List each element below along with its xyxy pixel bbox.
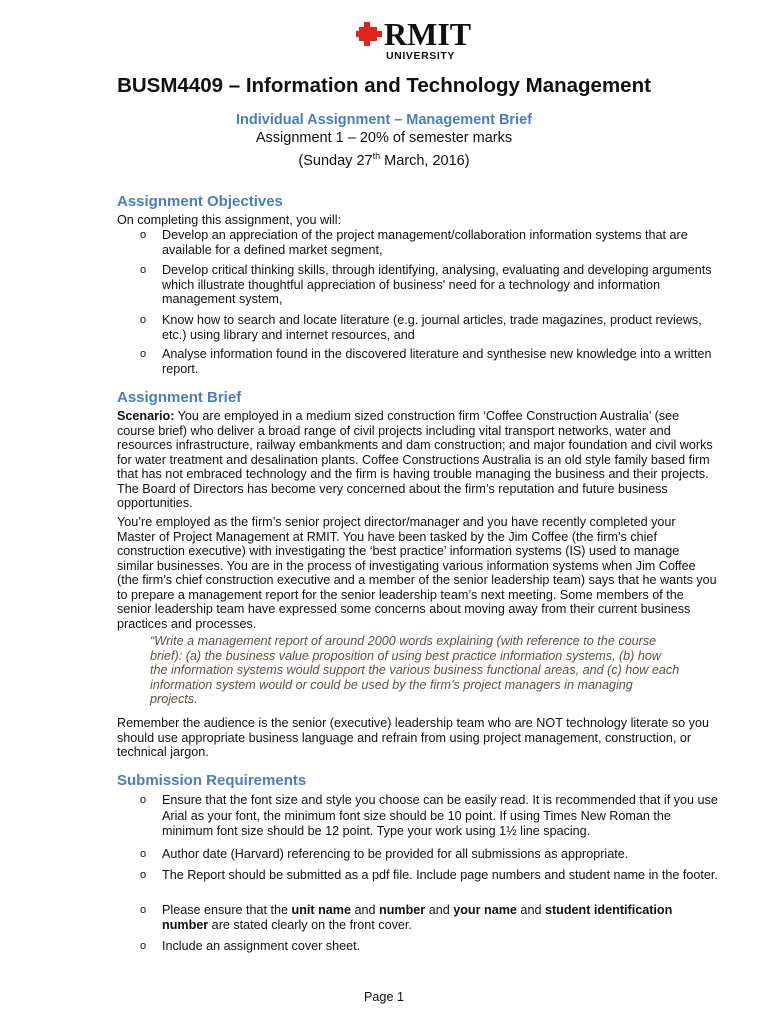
bullet-marker: o xyxy=(140,848,147,860)
brief-paragraph-2: You’re employed as the firm’s senior project director/manager and you have recently completed your Master of Project Management at RMIT. You have been tasked by the Jim Coffee (the firm’s chief construction executive) with investigating the ‘best practice’ information systems (IS) used to manage similar businesses. You are in the process of investigating various information systems when Jim Coffee (the firm’s chief construction executive and a member of the senior leadership team) says that he wants you to prepare a management report for the senior leadership team’s next meeting. Some members of the senior leadership team have expressed some concerns about moving away from their current business practices and processes. xyxy=(117,515,717,631)
brief-heading: Assignment Brief xyxy=(117,389,242,406)
bullet-marker: o xyxy=(140,264,147,276)
submission-heading: Submission Requirements xyxy=(117,772,307,789)
bullet-marker: o xyxy=(140,794,147,806)
document-title: BUSM4409 – Information and Technology Management xyxy=(117,74,651,97)
bullet-marker: o xyxy=(140,869,147,881)
scenario-paragraph: Scenario: You are employed in a medium sized construction firm ‘Coffee Construction Australia’ (see course brief) who deliver a broad range of civil projects including vital transport networks, water and resources infrastructure, railway embankments and dam construction; and major foundation and civil works for water treatment and desalination plants. Coffee Constructions Australia is an old style family based firm that has not embraced technology and the firm is having trouble managing the business and their projects. The Board of Directors has become very concerned about the firm’s reputation and future business opportunities. xyxy=(117,409,713,510)
page-number: Page 1 xyxy=(364,990,404,1004)
bullet-marker: o xyxy=(140,314,147,326)
objectives-heading: Assignment Objectives xyxy=(117,193,283,210)
rmit-pixel-icon xyxy=(356,22,382,48)
assignment-due-date: (Sunday 27th March, 2016) xyxy=(298,151,470,169)
rmit-logo xyxy=(356,18,476,60)
bullet-marker: o xyxy=(140,940,147,952)
assignment-type: Individual Assignment – Management Brief xyxy=(236,112,532,128)
assignment-weight: Assignment 1 – 20% of semester marks xyxy=(255,130,513,146)
bullet-marker: o xyxy=(140,348,147,360)
assignment-quote: “Write a management report of around 2000 words explaining (with reference to the course brief): (a) the business value proposition of using best practice information systems, (b) how the information systems would support the various business functional areas, and (c) how each information system would or could be used by the firm’s project managers in managing projects. xyxy=(150,634,680,706)
bullet-marker: o xyxy=(140,904,147,916)
document-page: RMIT UNIVERSITY BUSM4409 – Information and Technology Management Individual Assignment – Management Brief Assignment 1 – 20% of semester marks (Sunday 27th March, 2016) Assignment Objectives On completing this assignment, you will: o Develop an appreciation of the project management/collaboration information systems that are available for a defined market segment, o Develop critical thinking skills, through identifying, analysing, evaluating and developing arguments which illustrate thoughtful appreciation of business' need for a technology and information management system, o Know how to search and locate literature (e.g. journal articles, trade magazines, product reviews, etc.) using library and internet resources, and o Analyse information found in the discovered literature and synthesise new knowledge into a written report. Assignment Brief Scenario: You are employed in a medium sized construction firm ‘Coffee Construction Australia’ (see course brief) who deliver a broad range of civil projects including vital transport networks, water and resources infrastructure, railway embankments and dam construction; and major foundation and civil works for water treatment and desalination plants. Coffee Constructions Australia is an old style family based firm that has not embraced technology and the firm is having trouble managing the business and their projects. The Board of Directors has become very concerned about the firm’s reputation and future business opportunities. You’re employed as the firm’s senior project director/manager and you have recently completed your Master of Project Management at RMIT. You have been tasked by the Jim Coffee (the firm’s chief construction executive) with investigating the ‘best practice’ information systems (IS) used to manage similar businesses. You are in the process of investigating various information systems when Jim Coffee (the firm’s chief construction executive and a member of the senior leadership team) says that he wants you to prepare a management report for the senior leadership team’s next meeting. Some members of the senior leadership team have expressed some concerns about moving away from their current business practices and processes. “Write a management report of around 2000 words explaining (with reference to the course brief): (a) the business value proposition of using best practice information systems, (b) how the information systems would support the various business functional areas, and (c) how each information system would or could be used by the firm’s project managers in managing projects. Remember the audience is the senior (executive) leadership team who are NOT technology literate so you should use appropriate business language and refrain from using project management, construction, or technical jargon. Submission Requirements o Ensure that the font size and style you choose can be easily read. It is recommended that if you use Arial as your font, the minimum font size should be 10 point. If using Times New Roman the minimum font size should be 12 point. Type your work using 1½ line spacing. o Author date (Harvard) referencing to be provided for all submissions as appropriate. o The Report should be submitted as a pdf file. Include page numbers and student name in the footer. o Please ensure that the unit name and number and your name and student identification number are stated clearly on the front cover. o Include an assignment cover sheet. Page 1 xyxy=(0,0,768,1024)
objectives-intro: On completing this assignment, you will: xyxy=(117,213,341,227)
logo-subtitle: UNIVERSITY xyxy=(386,50,456,62)
bullet-marker: o xyxy=(140,229,147,241)
brief-paragraph-3: Remember the audience is the senior (executive) leadership team who are NOT technology literate so you should use appropriate business language and refrain from using project management, construction, or technical jargon. xyxy=(117,716,709,759)
logo-name: RMIT xyxy=(384,16,472,52)
